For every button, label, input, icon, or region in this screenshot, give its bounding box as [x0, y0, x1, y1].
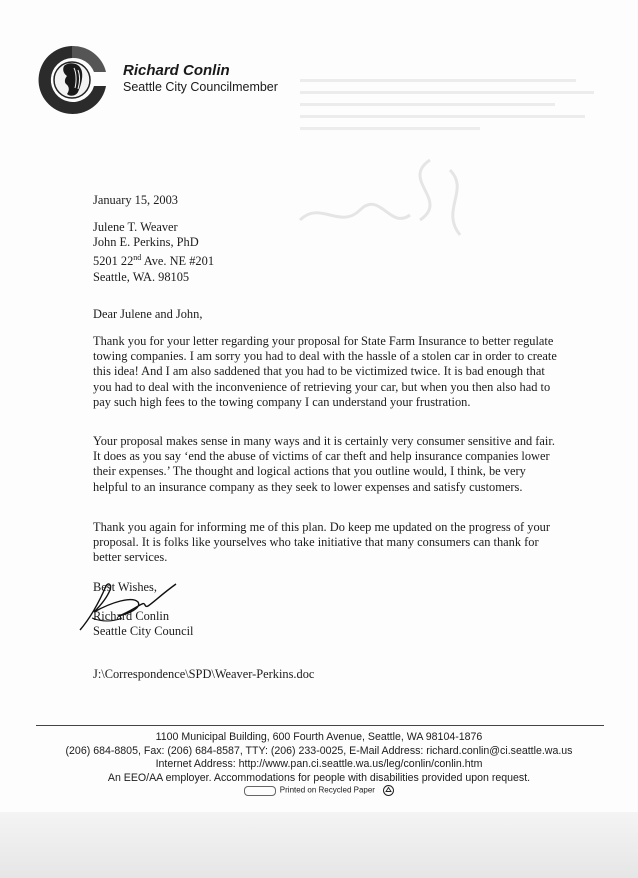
letterhead-name: Richard Conlin	[123, 62, 230, 79]
paragraph-2: Your proposal makes sense in many ways and it is certainly very consumer sensitive and fair. It does as you say ‘end the abuse of victims of car theft and help insurance companies lower their expenses.’ The thought and logical actions that you outline would, I think, be very helpful to an insurance company as they seek to lower expenses and satisfy customers.	[93, 434, 555, 494]
recipient-address	[93, 220, 214, 285]
ordinal-suffix: nd	[133, 253, 142, 263]
letterhead-title: Seattle City Councilmember	[123, 80, 278, 94]
footer-address: 1100 Municipal Building, 600 Fourth Avenue, Seattle, WA 98104-1876	[155, 731, 483, 743]
union-bug-icon	[244, 786, 276, 796]
closing: Best Wishes,	[93, 580, 157, 594]
bleed-through-handwriting	[280, 140, 480, 250]
footer-contact: (206) 684-8805, Fax: (206) 684-8587, TTY: (206) 233-0025, E-Mail Address: richard.conlin@ci.seattle.wa.us	[65, 744, 573, 757]
street-number: 5201 22	[93, 254, 134, 269]
signer-name: Richard Conlin	[93, 609, 170, 623]
recipient-line-1: Julene T. Weaver	[93, 220, 178, 234]
scan-edge-shadow	[0, 812, 638, 878]
recycle-icon	[383, 785, 394, 796]
recipient-line-3	[93, 250, 214, 269]
footer-internet: Internet Address: http://www.pan.ci.seattle.wa.us/leg/conlin/conlin.htm	[155, 758, 483, 771]
signer-organization: Seattle City Council	[93, 624, 194, 638]
letterhead-footer	[0, 731, 638, 785]
recycled-label: Printed on Recycled Paper	[279, 785, 375, 795]
street-name: Ave. NE #201	[141, 254, 215, 269]
seattle-seal-logo	[34, 42, 110, 120]
file-path: J:\Correspondence\SPD\Weaver-Perkins.doc	[93, 667, 315, 681]
paragraph-1: Thank you for your letter regarding your proposal for State Farm Insurance to better regulate towing companies. I am sorry you had to deal with the hassle of a stolen car in order to create this idea! And I am also saddened that you had to be victimized twice. It is bad enough that you had to deal with the inconvenience of retrieving your car, but when you then also had to pay such high fees to the towing company I can understand your frustration.	[93, 334, 557, 409]
paragraph-3: Thank you again for informing me of this plan. Do keep me updated on the progress of your proposal. It is folks like yourselves who take initiative that many consumers can thank for better services.	[93, 520, 550, 565]
footer-divider	[36, 725, 604, 726]
recycled-paper-notice	[0, 785, 638, 796]
recipient-line-4: Seattle, WA. 98105	[93, 269, 190, 284]
letter-date: January 15, 2003	[93, 193, 178, 207]
footer-eeo: An EEO/AA employer. Accommodations for people with disabilities provided upon request.	[107, 771, 531, 784]
recipient-line-2: John E. Perkins, PhD	[93, 235, 199, 250]
salutation: Dear Julene and John,	[93, 307, 203, 321]
